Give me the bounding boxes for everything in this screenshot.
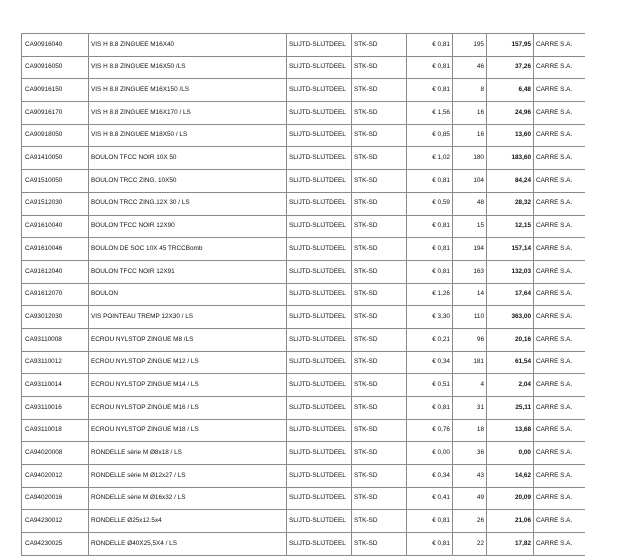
unit-price-cell: € 0,81 bbox=[407, 510, 453, 533]
category-cell: SLIJTD-SLIJTDEEL bbox=[287, 328, 352, 351]
unit-price-cell: € 0,81 bbox=[407, 34, 453, 57]
category-cell: SLIJTD-SLIJTDEEL bbox=[287, 215, 352, 238]
item-code-cell: CA94020008 bbox=[22, 442, 89, 465]
category-cell: SLIJTD-SLIJTDEEL bbox=[287, 374, 352, 397]
description-cell: BOULON TFCC NOIR 12X91 bbox=[89, 260, 287, 283]
category-cell: SLIJTD-SLIJTDEEL bbox=[287, 170, 352, 193]
total-cell: 20,16 bbox=[487, 328, 534, 351]
unit-cell: STK-SD bbox=[352, 533, 407, 556]
category-cell: SLIJTD-SLIJTDEEL bbox=[287, 147, 352, 170]
table-row bbox=[22, 170, 585, 193]
quantity-cell: 43 bbox=[453, 465, 487, 488]
unit-price-cell: € 1,02 bbox=[407, 147, 453, 170]
quantity-cell: 46 bbox=[453, 56, 487, 79]
supplier-cell: CARRE S.A. bbox=[534, 397, 585, 420]
unit-cell: STK-SD bbox=[352, 192, 407, 215]
item-code-cell: CA91512030 bbox=[22, 192, 89, 215]
supplier-cell: CARRE S.A. bbox=[534, 283, 585, 306]
supplier-cell: CARRE S.A. bbox=[534, 374, 585, 397]
quantity-cell: 4 bbox=[453, 374, 487, 397]
unit-price-cell: € 0,81 bbox=[407, 238, 453, 261]
unit-cell: STK-SD bbox=[352, 465, 407, 488]
unit-price-cell: € 0,81 bbox=[407, 79, 453, 102]
supplier-cell: CARRE S.A. bbox=[534, 102, 585, 125]
category-cell: SLIJTD-SLIJTDEEL bbox=[287, 56, 352, 79]
description-cell: RONDELLE série M Ø8x18 / LS bbox=[89, 442, 287, 465]
supplier-cell: CARRE S.A. bbox=[534, 79, 585, 102]
quantity-cell: 110 bbox=[453, 306, 487, 329]
quantity-cell: 15 bbox=[453, 215, 487, 238]
item-code-cell: CA90916040 bbox=[22, 34, 89, 57]
category-cell: SLIJTD-SLIJTDEEL bbox=[287, 465, 352, 488]
description-cell: VIS H 8.8 ZINGUEE M16X50 /LS bbox=[89, 56, 287, 79]
unit-cell: STK-SD bbox=[352, 124, 407, 147]
unit-price-cell: € 0,81 bbox=[407, 260, 453, 283]
description-cell: VIS POINTEAU TREMP 12X30 / LS bbox=[89, 306, 287, 329]
quantity-cell: 22 bbox=[453, 533, 487, 556]
quantity-cell: 8 bbox=[453, 79, 487, 102]
unit-price-cell: € 0,34 bbox=[407, 465, 453, 488]
unit-cell: STK-SD bbox=[352, 102, 407, 125]
supplier-cell: CARRE S.A. bbox=[534, 533, 585, 556]
table-row bbox=[22, 79, 585, 102]
total-cell: 0,00 bbox=[487, 442, 534, 465]
item-code-cell: CA90918050 bbox=[22, 124, 89, 147]
category-cell: SLIJTD-SLIJTDEEL bbox=[287, 260, 352, 283]
category-cell: SLIJTD-SLIJTDEEL bbox=[287, 487, 352, 510]
unit-cell: STK-SD bbox=[352, 328, 407, 351]
table-row bbox=[22, 124, 585, 147]
unit-price-cell: € 0,00 bbox=[407, 442, 453, 465]
table-row bbox=[22, 147, 585, 170]
table-row bbox=[22, 397, 585, 420]
supplier-cell: CARRE S.A. bbox=[534, 442, 585, 465]
table-row bbox=[22, 306, 585, 329]
unit-price-cell: € 0,21 bbox=[407, 328, 453, 351]
category-cell: SLIJTD-SLIJTDEEL bbox=[287, 351, 352, 374]
unit-price-cell: € 0,85 bbox=[407, 124, 453, 147]
unit-cell: STK-SD bbox=[352, 79, 407, 102]
category-cell: SLIJTD-SLIJTDEEL bbox=[287, 79, 352, 102]
unit-price-cell: € 0,59 bbox=[407, 192, 453, 215]
table-row bbox=[22, 442, 585, 465]
total-cell: 28,32 bbox=[487, 192, 534, 215]
unit-cell: STK-SD bbox=[352, 170, 407, 193]
category-cell: SLIJTD-SLIJTDEEL bbox=[287, 124, 352, 147]
table-row bbox=[22, 283, 585, 306]
item-code-cell: CA90916050 bbox=[22, 56, 89, 79]
quantity-cell: 49 bbox=[453, 487, 487, 510]
unit-cell: STK-SD bbox=[352, 56, 407, 79]
quantity-cell: 104 bbox=[453, 170, 487, 193]
item-code-cell: CA93110018 bbox=[22, 419, 89, 442]
unit-cell: STK-SD bbox=[352, 238, 407, 261]
description-cell: BOULON TFCC NOIR 12X90 bbox=[89, 215, 287, 238]
description-cell: RONDELLE série M Ø16x32 / LS bbox=[89, 487, 287, 510]
category-cell: SLIJTD-SLIJTDEEL bbox=[287, 306, 352, 329]
unit-price-cell: € 0,81 bbox=[407, 215, 453, 238]
total-cell: 17,64 bbox=[487, 283, 534, 306]
table-row bbox=[22, 419, 585, 442]
item-code-cell: CA93110014 bbox=[22, 374, 89, 397]
table-row bbox=[22, 34, 585, 57]
unit-price-cell: € 0,81 bbox=[407, 397, 453, 420]
total-cell: 12,15 bbox=[487, 215, 534, 238]
total-cell: 21,06 bbox=[487, 510, 534, 533]
quantity-cell: 36 bbox=[453, 442, 487, 465]
description-cell: ECROU NYLSTOP ZINGUE M16 / LS bbox=[89, 397, 287, 420]
inventory-table bbox=[21, 33, 585, 556]
total-cell: 20,09 bbox=[487, 487, 534, 510]
total-cell: 25,11 bbox=[487, 397, 534, 420]
item-code-cell: CA90916150 bbox=[22, 79, 89, 102]
description-cell: VIS H 8.8 ZINGUEE M16X40 bbox=[89, 34, 287, 57]
description-cell: VIS H 8.8 ZINGUEE M16X150 /LS bbox=[89, 79, 287, 102]
description-cell: ECROU NYLSTOP ZINGUE M8 /LS bbox=[89, 328, 287, 351]
supplier-cell: CARRE S.A. bbox=[534, 170, 585, 193]
description-cell: ECROU NYLSTOP ZINGUE M18 / LS bbox=[89, 419, 287, 442]
item-code-cell: CA91610040 bbox=[22, 215, 89, 238]
supplier-cell: CARRE S.A. bbox=[534, 328, 585, 351]
total-cell: 2,04 bbox=[487, 374, 534, 397]
table-row bbox=[22, 533, 585, 556]
unit-price-cell: € 3,30 bbox=[407, 306, 453, 329]
unit-cell: STK-SD bbox=[352, 419, 407, 442]
table-row bbox=[22, 374, 585, 397]
total-cell: 13,68 bbox=[487, 419, 534, 442]
category-cell: SLIJTD-SLIJTDEEL bbox=[287, 102, 352, 125]
unit-cell: STK-SD bbox=[352, 34, 407, 57]
supplier-cell: CARRE S.A. bbox=[534, 56, 585, 79]
table-row bbox=[22, 487, 585, 510]
supplier-cell: CARRE S.A. bbox=[534, 487, 585, 510]
table-row bbox=[22, 215, 585, 238]
unit-cell: STK-SD bbox=[352, 215, 407, 238]
quantity-cell: 48 bbox=[453, 192, 487, 215]
supplier-cell: CARRE S.A. bbox=[534, 147, 585, 170]
unit-cell: STK-SD bbox=[352, 306, 407, 329]
item-code-cell: CA91612040 bbox=[22, 260, 89, 283]
category-cell: SLIJTD-SLIJTDEEL bbox=[287, 419, 352, 442]
table-row bbox=[22, 260, 585, 283]
category-cell: SLIJTD-SLIJTDEEL bbox=[287, 533, 352, 556]
description-cell: BOULON TFCC NOIR 10X 50 bbox=[89, 147, 287, 170]
description-cell: RONDELLE série M Ø12x27 / LS bbox=[89, 465, 287, 488]
description-cell: RONDELLE Ø40X25,5X4 / LS bbox=[89, 533, 287, 556]
total-cell: 24,96 bbox=[487, 102, 534, 125]
item-code-cell: CA91610046 bbox=[22, 238, 89, 261]
total-cell: 183,60 bbox=[487, 147, 534, 170]
description-cell: RONDELLE Ø25x12.5x4 bbox=[89, 510, 287, 533]
category-cell: SLIJTD-SLIJTDEEL bbox=[287, 34, 352, 57]
item-code-cell: CA91410050 bbox=[22, 147, 89, 170]
table-row bbox=[22, 102, 585, 125]
quantity-cell: 96 bbox=[453, 328, 487, 351]
unit-cell: STK-SD bbox=[352, 147, 407, 170]
unit-price-cell: € 0,51 bbox=[407, 374, 453, 397]
description-cell: BOULON DE SOC 10X 45 TRCCBomb bbox=[89, 238, 287, 261]
total-cell: 363,00 bbox=[487, 306, 534, 329]
total-cell: 157,95 bbox=[487, 34, 534, 57]
quantity-cell: 16 bbox=[453, 124, 487, 147]
total-cell: 157,14 bbox=[487, 238, 534, 261]
supplier-cell: CARRE S.A. bbox=[534, 351, 585, 374]
description-cell: BOULON TRCC ZING.12X 30 / LS bbox=[89, 192, 287, 215]
quantity-cell: 180 bbox=[453, 147, 487, 170]
supplier-cell: CARRE S.A. bbox=[534, 306, 585, 329]
unit-price-cell: € 1,26 bbox=[407, 283, 453, 306]
unit-price-cell: € 0,41 bbox=[407, 487, 453, 510]
unit-price-cell: € 0,34 bbox=[407, 351, 453, 374]
table-row bbox=[22, 192, 585, 215]
unit-cell: STK-SD bbox=[352, 487, 407, 510]
supplier-cell: CARRE S.A. bbox=[534, 215, 585, 238]
category-cell: SLIJTD-SLIJTDEEL bbox=[287, 510, 352, 533]
total-cell: 17,82 bbox=[487, 533, 534, 556]
item-code-cell: CA94230012 bbox=[22, 510, 89, 533]
table-row bbox=[22, 238, 585, 261]
table-row bbox=[22, 510, 585, 533]
unit-cell: STK-SD bbox=[352, 260, 407, 283]
description-cell: ECROU NYLSTOP ZINGUE M12 / LS bbox=[89, 351, 287, 374]
supplier-cell: CARRE S.A. bbox=[534, 465, 585, 488]
total-cell: 6,48 bbox=[487, 79, 534, 102]
quantity-cell: 14 bbox=[453, 283, 487, 306]
total-cell: 13,60 bbox=[487, 124, 534, 147]
unit-price-cell: € 0,81 bbox=[407, 533, 453, 556]
total-cell: 84,24 bbox=[487, 170, 534, 193]
unit-cell: STK-SD bbox=[352, 283, 407, 306]
unit-price-cell: € 1,56 bbox=[407, 102, 453, 125]
unit-price-cell: € 0,81 bbox=[407, 56, 453, 79]
description-cell: BOULON bbox=[89, 283, 287, 306]
unit-cell: STK-SD bbox=[352, 510, 407, 533]
quantity-cell: 26 bbox=[453, 510, 487, 533]
quantity-cell: 163 bbox=[453, 260, 487, 283]
unit-cell: STK-SD bbox=[352, 374, 407, 397]
item-code-cell: CA93012030 bbox=[22, 306, 89, 329]
item-code-cell: CA90916170 bbox=[22, 102, 89, 125]
supplier-cell: CARRE S.A. bbox=[534, 238, 585, 261]
inventory-table-body bbox=[22, 34, 585, 556]
category-cell: SLIJTD-SLIJTDEEL bbox=[287, 192, 352, 215]
quantity-cell: 194 bbox=[453, 238, 487, 261]
supplier-cell: CARRE S.A. bbox=[534, 192, 585, 215]
unit-cell: STK-SD bbox=[352, 397, 407, 420]
item-code-cell: CA94020012 bbox=[22, 465, 89, 488]
quantity-cell: 18 bbox=[453, 419, 487, 442]
quantity-cell: 16 bbox=[453, 102, 487, 125]
table-row bbox=[22, 328, 585, 351]
quantity-cell: 181 bbox=[453, 351, 487, 374]
category-cell: SLIJTD-SLIJTDEEL bbox=[287, 283, 352, 306]
unit-price-cell: € 0,81 bbox=[407, 170, 453, 193]
total-cell: 61,54 bbox=[487, 351, 534, 374]
description-cell: ECROU NYLSTOP ZINGUE M14 / LS bbox=[89, 374, 287, 397]
description-cell: BOULON TRCC ZING. 10X50 bbox=[89, 170, 287, 193]
total-cell: 132,03 bbox=[487, 260, 534, 283]
item-code-cell: CA93110008 bbox=[22, 328, 89, 351]
supplier-cell: CARRE S.A. bbox=[534, 260, 585, 283]
description-cell: VIS H 8.8 ZINGUEE M18X50 / LS bbox=[89, 124, 287, 147]
table-row bbox=[22, 56, 585, 79]
table-row bbox=[22, 351, 585, 374]
total-cell: 14,62 bbox=[487, 465, 534, 488]
unit-cell: STK-SD bbox=[352, 351, 407, 374]
category-cell: SLIJTD-SLIJTDEEL bbox=[287, 397, 352, 420]
item-code-cell: CA93110016 bbox=[22, 397, 89, 420]
quantity-cell: 195 bbox=[453, 34, 487, 57]
item-code-cell: CA94020016 bbox=[22, 487, 89, 510]
supplier-cell: CARRE S.A. bbox=[534, 510, 585, 533]
category-cell: SLIJTD-SLIJTDEEL bbox=[287, 442, 352, 465]
item-code-cell: CA91510050 bbox=[22, 170, 89, 193]
category-cell: SLIJTD-SLIJTDEEL bbox=[287, 238, 352, 261]
item-code-cell: CA93110012 bbox=[22, 351, 89, 374]
item-code-cell: CA91612070 bbox=[22, 283, 89, 306]
supplier-cell: CARRE S.A. bbox=[534, 419, 585, 442]
total-cell: 37,26 bbox=[487, 56, 534, 79]
table-row bbox=[22, 465, 585, 488]
description-cell: VIS H 8.8 ZINGUEE M16X170 / LS bbox=[89, 102, 287, 125]
supplier-cell: CARRE S.A. bbox=[534, 34, 585, 57]
unit-price-cell: € 0,76 bbox=[407, 419, 453, 442]
unit-cell: STK-SD bbox=[352, 442, 407, 465]
supplier-cell: CARRE S.A. bbox=[534, 124, 585, 147]
item-code-cell: CA94230025 bbox=[22, 533, 89, 556]
quantity-cell: 31 bbox=[453, 397, 487, 420]
